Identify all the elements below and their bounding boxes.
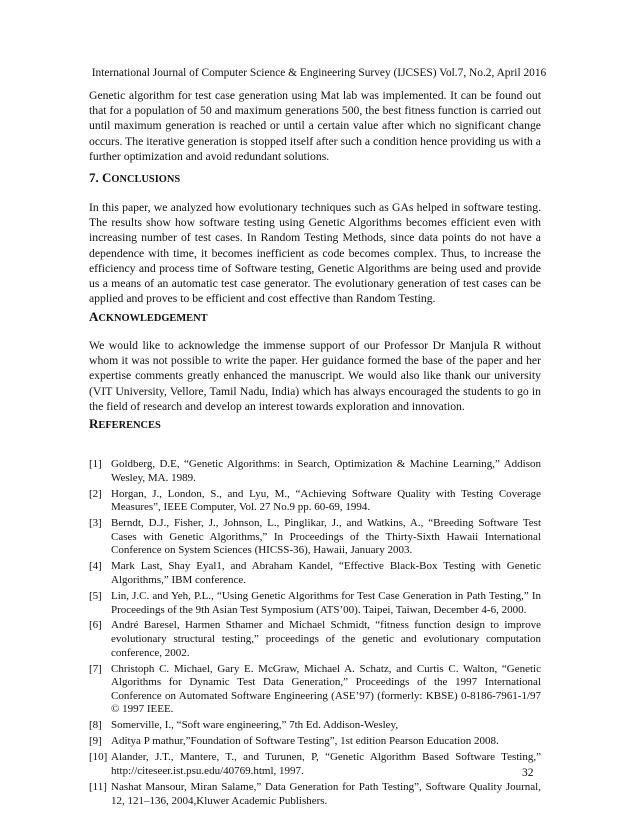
reference-text: André Baresel, Harmen Sthamer and Michael Schmidt, “fitness function design to improve evolutionary structural testing,” proceedings of the genetic and evolutionary computation conference, 2002. (111, 619, 541, 659)
references-heading-rest: EFERENCES (98, 420, 161, 431)
reference-text: Mark Last, Shay Eyal1, and Abraham Kandel, “Effective Black-Box Testing with Genetic Algorithms,” IBM conference. (111, 560, 541, 586)
reference-number: [8] (89, 719, 102, 732)
acknowledgement-heading-rest: CKNOWLEDGEMENT (98, 313, 208, 324)
conclusions-heading (89, 170, 180, 186)
reference-text: Aditya P mathur,”Foundation of Software Testing”, 1st edition Pearson Education 2008. (111, 735, 499, 748)
reference-item (89, 663, 541, 717)
reference-text: Nashat Mansour, Miran Salame,” Data Generation for Path Testing”, Software Quality Journal, 12, 121–136, 2004,Kluwer Academic Publishers. (111, 780, 541, 807)
reference-text: Lin, J.C. and Yeh, P.L., “Using Genetic Algorithms for Test Case Generation in Path Testing,” In Proceedings of the 9th Asian Test Symposium (ATS’00). Taipei, Taiwan, December 4-6, 2000. (111, 589, 541, 616)
reference-item (89, 560, 541, 587)
conclusions-paragraph: In this paper, we analyzed how evolutionary techniques such as GAs helped in software testing. The results show how software testing using Genetic Algorithms becomes efficient even with increasing number of test cases. In Random Testing Methods, since data points do not have a dependence with time, it becomes inefficient as code becomes complex. Thus, to increase the efficiency and process time of Software testing, Genetic Algorithms are being used and provide us a means of an automatic test case generator. The evolutionary generation of test cases can be applied and proves to be efficient and cost effective than Random Testing. (89, 201, 541, 306)
references-heading (89, 416, 161, 432)
reference-text: Somerville, I., “Soft ware engineering,” 7th Ed. Addison-Wesley, (111, 719, 399, 732)
acknowledgement-heading (89, 309, 208, 325)
reference-number: [11] (89, 780, 107, 793)
acknowledgement-paragraph: We would like to acknowledge the immense support of our Professor Dr Manjula R without whom it was not possible to write the paper. Her guidance formed the base of the paper and her expertise comments greatly enhanced the manuscript. We would also like thank our university (VIT University, Vellore, Tamil Nadu, India) which has always encouraged the students to go in the field of research and develop an interest towards exploration and innovation. (89, 339, 541, 413)
acknowledgement-heading-first: A (89, 309, 99, 324)
reference-text: Goldberg, D.E, “Genetic Algorithms: in Search, Optimization & Machine Learning,” Addison Wesley, MA. 1989. (111, 458, 541, 484)
reference-item (89, 590, 541, 617)
running-header: International Journal of Computer Science & Engineering Survey (IJCSES) Vol.7, No.2, April 2016 (91, 67, 547, 79)
conclusions-heading-rest: ONCLUSIONS (111, 174, 181, 185)
reference-text: Horgan, J., London, S., and Lyu, M., “Achieving Software Quality with Testing Coverage Measures”, IEEE Computer, Vol. 27 No.9 pp. 60-69, 1994. (111, 487, 541, 514)
reference-item (89, 488, 541, 515)
reference-number: [7] (89, 662, 102, 675)
reference-item (89, 781, 541, 808)
conclusions-heading-number: 7. C (89, 170, 112, 185)
reference-number: [3] (89, 517, 102, 530)
reference-item (89, 751, 541, 778)
reference-number: [4] (89, 560, 102, 573)
reference-item (89, 735, 541, 749)
reference-number: [5] (89, 589, 102, 602)
reference-number: [10] (89, 751, 108, 764)
intro-paragraph: Genetic algorithm for test case generation using Mat lab was implemented. It can be found out that for a population of 50 and maximum generations 500, the best fitness function is carried out until maximum generation is reached or until a certain value after which no significant change occurs. The iterative generation is stopped itself after such a condition hence providing us with a further optimization and avoid redundant solutions. (89, 89, 541, 163)
reference-list (89, 458, 541, 811)
reference-number: [9] (89, 735, 102, 748)
reference-item (89, 719, 541, 733)
reference-number: [6] (89, 619, 102, 632)
reference-text: Berndt, D.J., Fisher, J., Johnson, L., Pinglikar, J., and Watkins, A., “Breeding Software Test Cases with Genetic Algorithms,” In Proceedings of the Thirty-Sixth Hawaii International Conference on System Sciences (HICSS-36), Hawaii, January 2003. (111, 517, 541, 557)
reference-text: Christoph C. Michael, Gary E. McGraw, Michael A. Schatz, and Curtis C. Walton, “Genetic Algorithms for Dynamic Test Data Generation,” Proceedings of the 1997 International Conference on Automated Software Engineering (ASE’97) (formerly: KBSE) 0-8186-7961-1/97 © 1997 IEEE. (111, 662, 541, 716)
reference-item (89, 619, 541, 660)
page-number: 32 (522, 767, 534, 779)
reference-item (89, 458, 541, 485)
reference-number: [2] (89, 487, 102, 500)
reference-item (89, 517, 541, 558)
reference-number: [1] (89, 458, 102, 470)
references-heading-first: R (89, 416, 99, 431)
reference-text: Alander, J.T., Mantere, T., and Turunen, P, “Genetic Algorithm Based Software Testing,” http://citeseer.ist.psu.edu/40769.html, 1997. (111, 751, 541, 777)
